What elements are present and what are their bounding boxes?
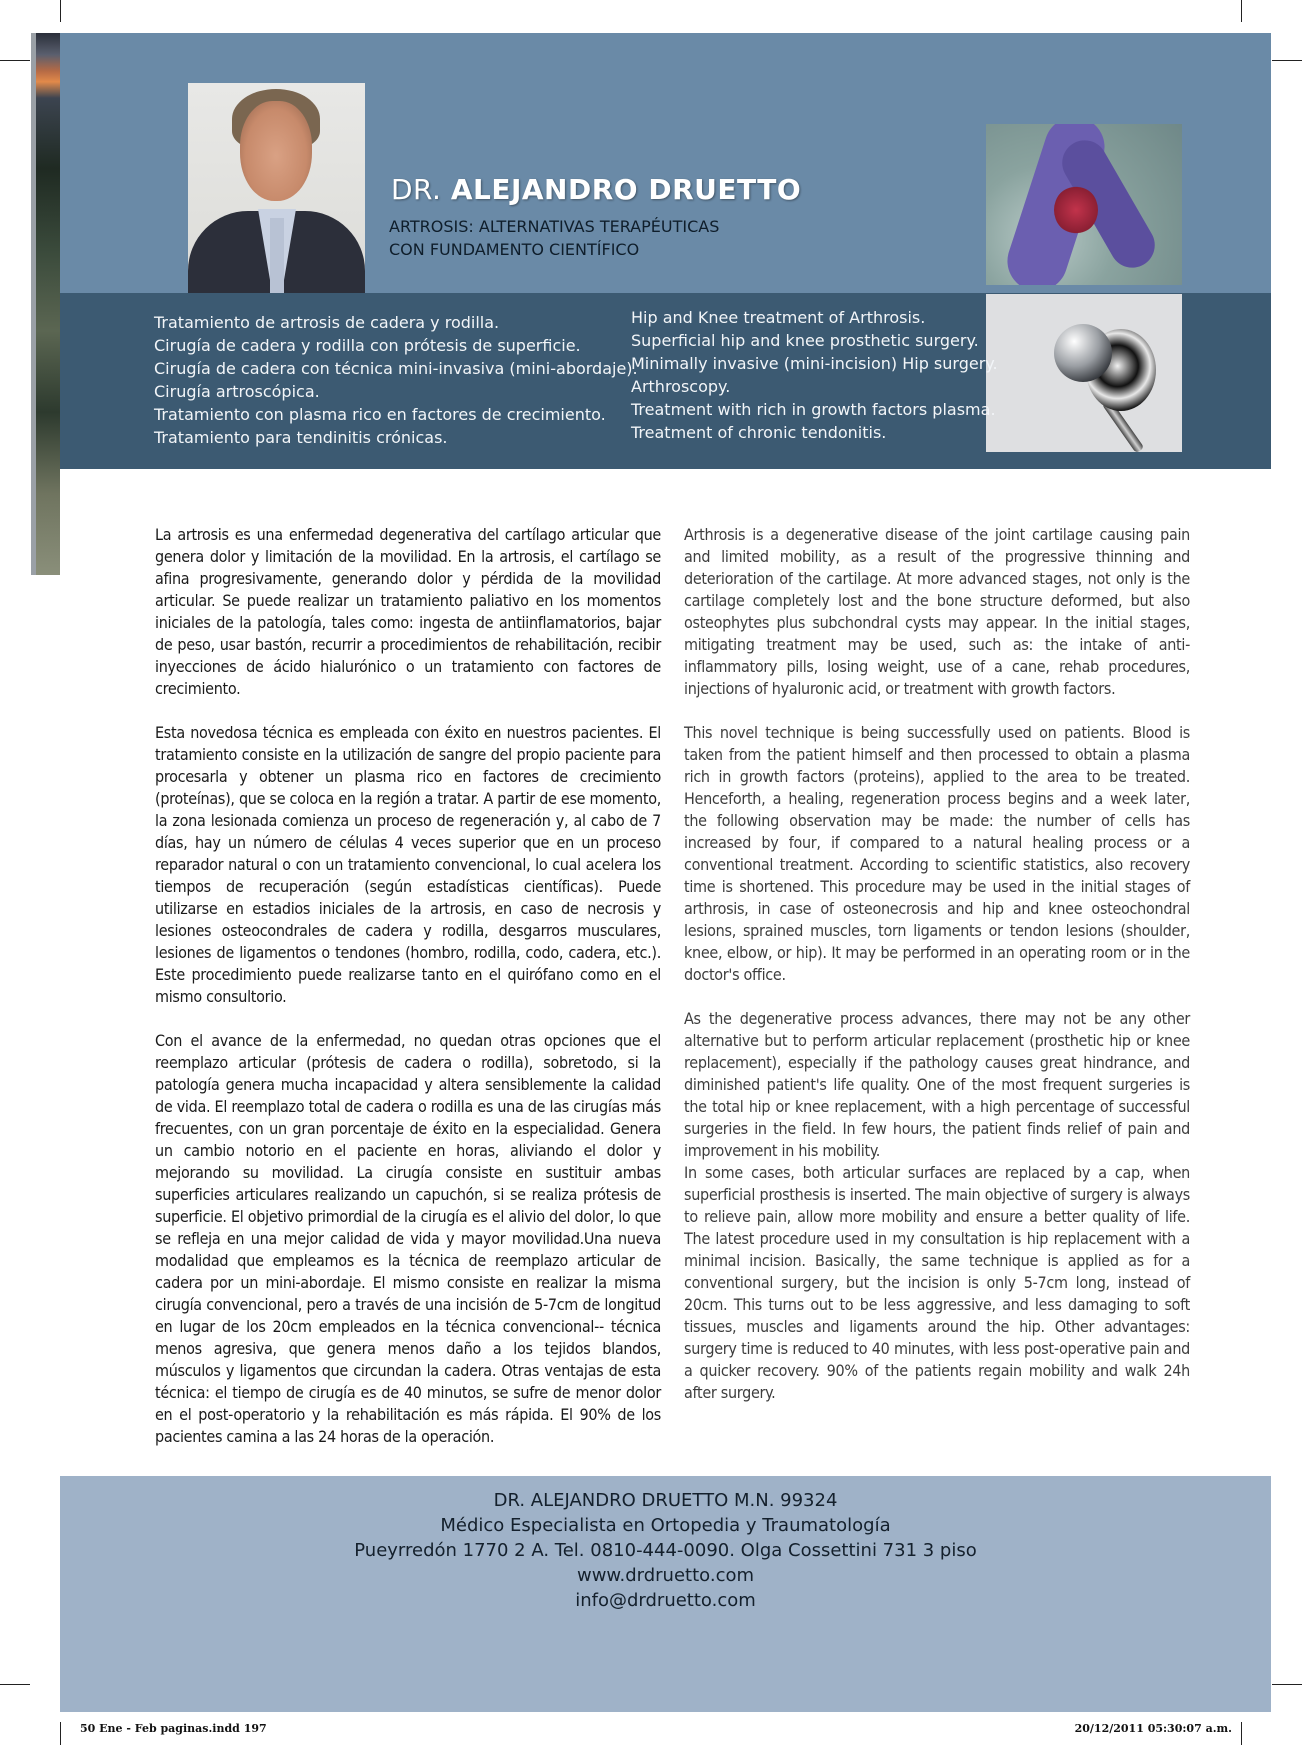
contact-specialty: Médico Especialista en Ortopedia y Traumatología <box>440 1515 891 1536</box>
service-item: Cirugía de cadera con técnica mini-invasiva (mini-abordaje). <box>154 359 638 378</box>
paragraph: Esta novedosa técnica es empleada con éxito en nuestros pacientes. El tratamiento consiste en la utilización de sangre del propio paciente para procesarla y obtener un plasma rico en factores de crecimiento (proteínas), que se coloca en la región a tratar. A partir de ese momento, la zona lesionada comienza un proceso de regeneración y, al cabo de 7 días, hay un número de células 4 veces superior que en un proceso reparador natural o con un tratamiento convencional, lo cual acelera los tiempos de recuperación (según estadísticas científicas). Puede utilizarse en estadios iniciales de la artrosis, en caso de necrosis y lesiones osteocondrales de cadera y rodilla, desgarros musculares, lesiones de ligamentos o tendones (hombro, rodilla, codo, cadera, etc.). Este procedimiento puede realizarse tanto en el quirófano como en el mismo consultorio. <box>155 723 661 1006</box>
article-column-en <box>684 524 1190 1426</box>
service-item: Hip and Knee treatment of Arthrosis. <box>631 308 926 327</box>
services-list-en <box>631 306 998 444</box>
print-slug-file: 50 Ene - Feb paginas.indd 197 <box>80 1722 267 1735</box>
crop-mark <box>60 0 61 22</box>
left-photo-strip <box>31 33 60 575</box>
crop-mark <box>0 1684 30 1685</box>
services-list-es <box>154 311 638 449</box>
article-column-es <box>155 524 661 1470</box>
crop-mark <box>60 1722 61 1745</box>
print-slug-date: 20/12/2011 05:30:07 a.m. <box>1074 1722 1232 1735</box>
paragraph: As the degenerative process advances, there may not be any other alternative but to perform articular replacement (prosthetic hip or knee replacement), especially if the pathology causes great hindrance, and diminished patient's life quality. One of the most frequent surgeries is the total hip or knee replacement, with a high percentage of successful surgeries in the field. In few hours, the patient finds relief of pain and improvement in his mobility. <box>684 1009 1190 1160</box>
service-item: Treatment with rich in growth factors plasma. <box>631 400 996 419</box>
hip-prosthesis-image <box>986 294 1182 452</box>
name-main: ALEJANDRO DRUETTO <box>450 173 802 206</box>
crop-mark <box>1241 1722 1242 1745</box>
vessel-illustration <box>986 124 1182 285</box>
crop-mark <box>1241 0 1242 22</box>
crop-mark <box>1272 1684 1302 1685</box>
paragraph: Arthrosis is a degenerative disease of the joint cartilage causing pain and limited mobility, as a result of the progressive thinning and deterioration of the cartilage. At more advanced stages, not only is the cartilage completely lost and the bone structure deformed, but also osteophytes plus subchondral cysts may appear. In the initial stages, mitigating treatment may be used, such as: the intake of anti-inflammatory pills, losing weight, use of a cane, rehab procedures, injections of hyaluronic acid, or treatment with growth factors. <box>684 525 1190 698</box>
subtitle-line: CON FUNDAMENTO CIENTÍFICO <box>389 240 640 259</box>
crop-mark <box>1272 60 1302 61</box>
article-subtitle <box>389 215 719 261</box>
service-item: Tratamiento para tendinitis crónicas. <box>154 428 448 447</box>
doctor-name <box>391 173 801 206</box>
paragraph: This novel technique is being successfully used on patients. Blood is taken from the patient himself and then processed to obtain a plasma rich in growth factors (proteins), applied to the area to be treated. Henceforth, a healing, regeneration process begins and a week later, the following observation may be made: the number of cells has increased by four, if compared to a natural healing process or a conventional treatment. According to scientific statistics, also recovery time is shortened. This procedure may be used in the initial stages of arthrosis, in case of osteonecrosis and hip and knee osteochondral lesions, sprained muscles, torn ligaments or tendon lesions (shoulder, knee, elbow, or hip). It may be performed in an operating room or in the doctor's office. <box>684 723 1190 984</box>
service-item: Tratamiento con plasma rico en factores de crecimiento. <box>154 405 606 424</box>
service-item: Cirugía artroscópica. <box>154 382 320 401</box>
doctor-portrait <box>188 83 365 293</box>
contact-name: DR. ALEJANDRO DRUETTO M.N. 99324 <box>493 1490 838 1511</box>
service-item: Superficial hip and knee prosthetic surgery. <box>631 331 979 350</box>
service-item: Minimally invasive (mini-incision) Hip surgery. <box>631 354 998 373</box>
crop-mark <box>0 60 30 61</box>
service-item: Tratamiento de artrosis de cadera y rodilla. <box>154 313 500 332</box>
paragraph: In some cases, both articular surfaces are replaced by a cap, when superficial prosthesis is inserted. The main objective of surgery is always to relieve pain, allow more mobility and ensure a better quality of life. The latest procedure used in my consultation is hip replacement with a minimal incision. Basically, the same technique is applied as for a conventional surgery, but the incision is only 5-7cm long, instead of 20cm. This turns out to be less aggressive, and less damaging to soft tissues, muscles and ligaments around the hip. Other advantages: surgery time is reduced to 40 minutes, with less post-operative pain and a quicker recovery. 90% of the patients regain mobility and walk 24h after surgery. <box>684 1163 1190 1402</box>
paragraph: La artrosis es una enfermedad degenerativa del cartílago articular que genera dolor y limitación de la movilidad. En la artrosis, el cartílago se afina progresivamente, generando dolor y pérdida de la movilidad articular. Se puede realizar un tratamiento paliativo en los momentos iniciales de la patología, tales como: ingesta de antiinflamatorios, bajar de peso, usar bastón, recurrir a procedimientos de rehabilitación, recibir inyecciones de ácido hialurónico o un tratamiento con factores de crecimiento. <box>155 525 661 698</box>
subtitle-line: ARTROSIS: ALTERNATIVAS TERAPÉUTICAS <box>389 217 720 236</box>
service-item: Treatment of chronic tendonitis. <box>631 423 887 442</box>
service-item: Arthroscopy. <box>631 377 731 396</box>
contact-block <box>60 1488 1271 1613</box>
service-item: Cirugía de cadera y rodilla con prótesis de superficie. <box>154 336 581 355</box>
contact-website[interactable]: www.drdruetto.com <box>576 1565 755 1586</box>
contact-email[interactable]: info@drdruetto.com <box>575 1590 756 1611</box>
name-prefix: DR. <box>391 173 442 206</box>
contact-address: Pueyrredón 1770 2 A. Tel. 0810-444-0090. Olga Cossettini 731 3 piso <box>354 1540 977 1561</box>
paragraph: Con el avance de la enfermedad, no quedan otras opciones que el reemplazo articular (prótesis de cadera o rodilla), sobretodo, si la patología genera mucha incapacidad y altera sensiblemente la calidad de vida. El reemplazo total de cadera o rodilla es una de las cirugías más frecuentes, con un gran porcentaje de éxito en la especialidad. Genera un cambio notorio en el paciente en horas, aliviando el dolor y mejorando su movilidad. La cirugía consiste en sustituir ambas superficies articulares realizando un capuchón, si se realiza prótesis de superficie. El objetivo primordial de la cirugía es el alivio del dolor, lo que se refleja en una mejor calidad de vida y mayor movilidad.Una nueva modalidad que empleamos es la técnica de reemplazo articular de cadera por un mini-abordaje. El mismo consiste en realizar la misma cirugía convencional, pero a través de una incisión de 5-7cm de longitud en lugar de los 20cm empleados en la técnica convencional-- técnica menos agresiva, que genera menos daño a los tejidos blandos, músculos y ligamentos que circundan la cadera. Otras ventajas de esta técnica: el tiempo de cirugía es de 40 minutos, se sufre de menor dolor en el post-operatorio y la rehabilitación es más rápida. El 90% de los pacientes camina a las 24 horas de la operación. <box>155 1031 661 1446</box>
